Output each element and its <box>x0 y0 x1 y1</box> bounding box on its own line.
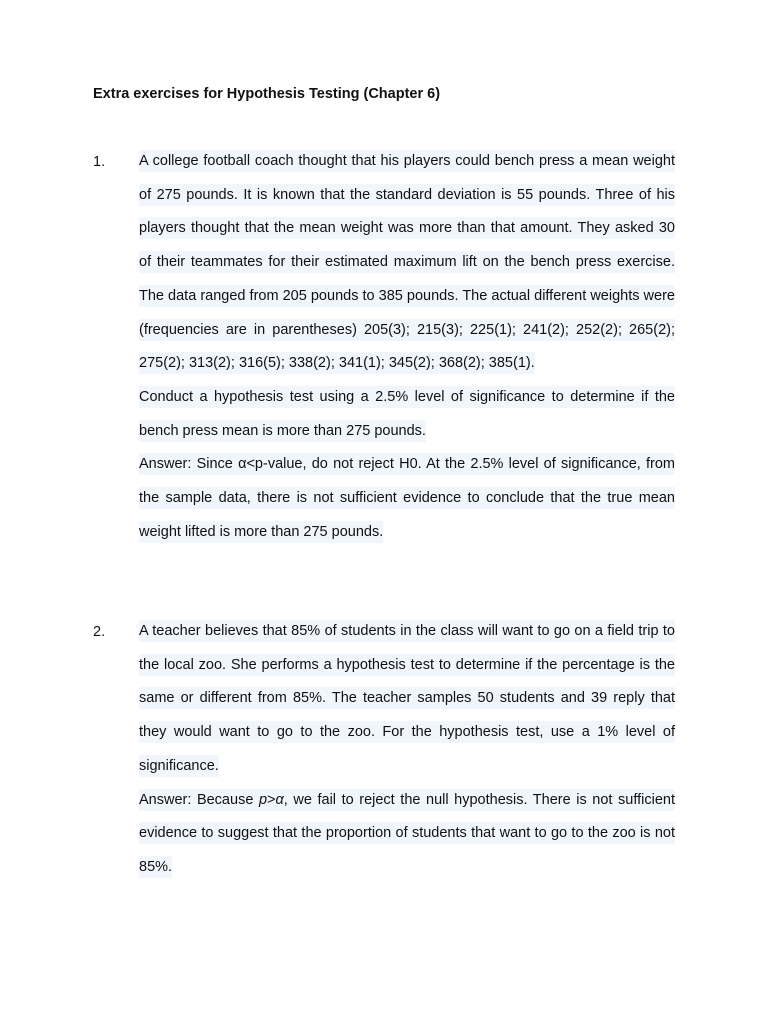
exercise-question <box>139 615 675 784</box>
answer-p-symbol: p <box>258 791 268 808</box>
exercise-task <box>139 381 675 448</box>
exercise-number: 2. <box>93 624 106 640</box>
exercise-1 <box>139 145 675 549</box>
answer-alpha-symbol: α <box>275 791 284 808</box>
answer-text: Answer: Since α<p-value, do not reject H0. At the 2.5% level of significance, from the sample data, there is not sufficient evidence to conclude that the true mean weight lifted is more than 275 pounds. <box>139 453 675 542</box>
task-text: Conduct a hypothesis test using a 2.5% level of significance to determine if the bench press mean is more than 275 pounds. <box>139 386 675 442</box>
answer-rest: , we fail to reject the null hypothesis. There is not sufficient evidence to suggest that the proportion of students that want to go to the zoo is not 85%. <box>139 791 675 875</box>
question-text: A college football coach thought that his players could bench press a mean weight of 275 pounds. It is known that the standard deviation is 55 pounds. Three of his players thought that the mean weight was more than that amount. They asked 30 of their teammates for their estimated maximum lift on the bench press exercise. The data ranged from 205 pounds to 385 pounds. The actual different weights were (frequencies are in parentheses) 205(3); 215(3); 225(1); 241(2); 252(2); 265(2); 275(2); 313(2); 316(5); 338(2); 341(1); 345(2); 368(2); 385(1). <box>139 150 675 374</box>
answer-text <box>139 789 675 878</box>
answer-prefix: Answer: Because <box>139 791 259 808</box>
exercise-answer <box>139 784 675 885</box>
answer-gt-symbol: > <box>267 791 276 808</box>
exercise-answer <box>139 448 675 549</box>
exercise-question <box>139 145 675 381</box>
exercise-2 <box>139 615 675 885</box>
document-title: Extra exercises for Hypothesis Testing (Chapter 6) <box>93 86 441 102</box>
exercise-number: 1. <box>93 154 106 170</box>
question-text: A teacher believes that 85% of students in the class will want to go on a field trip to the local zoo. She performs a hypothesis test to determine if the percentage is the same or different from 85%. The teacher samples 50 students and 39 reply that they would want to go to the zoo. For the hypothesis test, use a 1% level of significance. <box>139 620 675 777</box>
